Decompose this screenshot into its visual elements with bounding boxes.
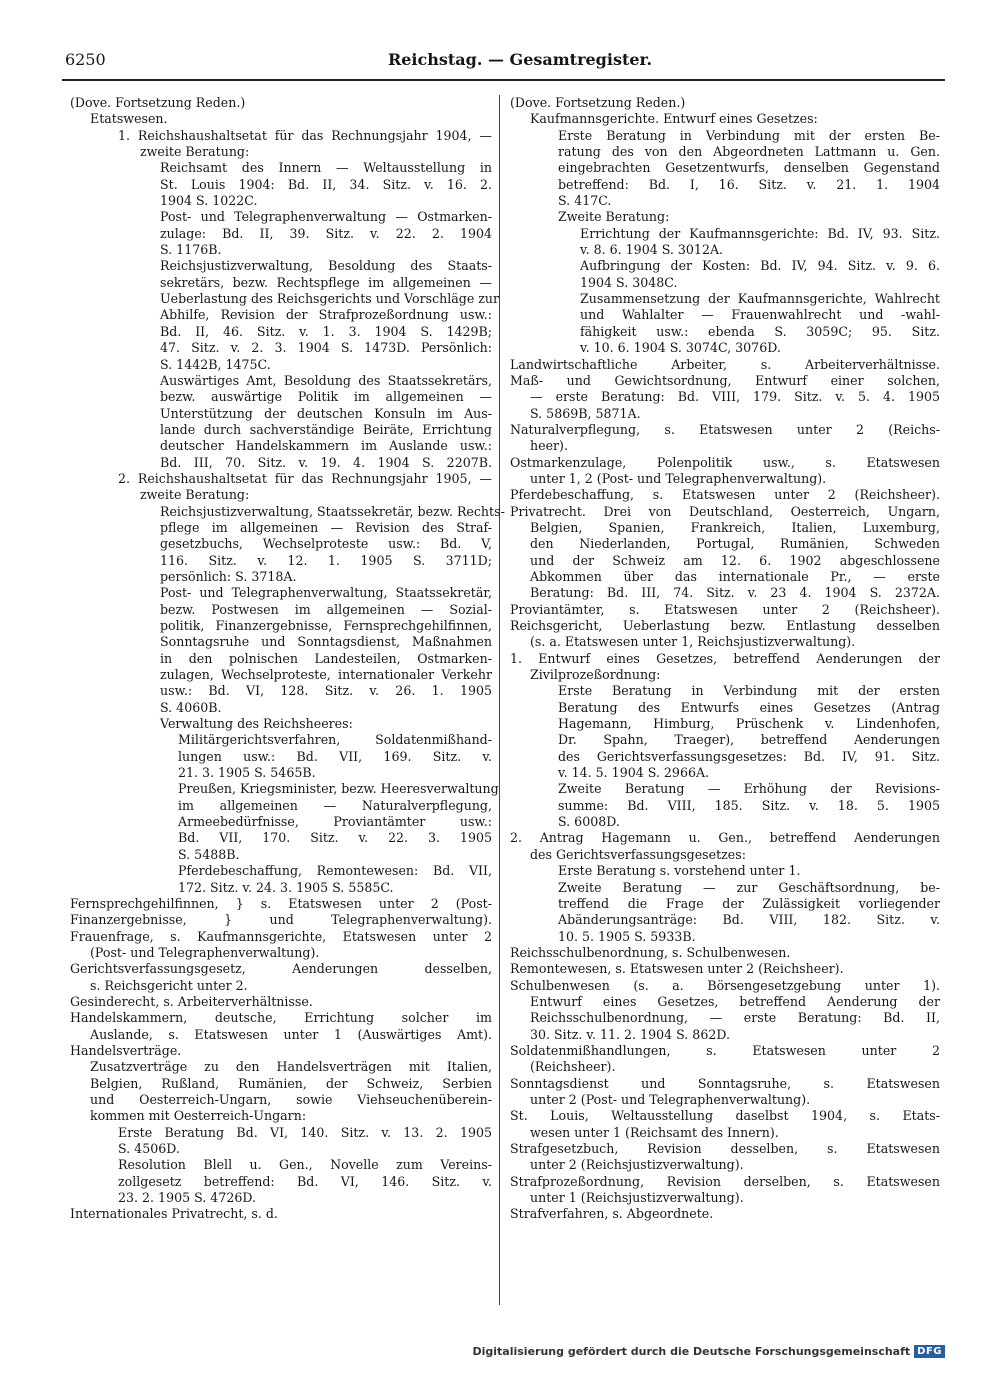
text-line: St. Louis 1904: Bd. II, 34. Sitz. v. 16. 2. — [160, 176, 492, 192]
text-line: S. 6008D. — [558, 814, 620, 830]
text-line: Erste Beratung in Verbindung mit der ersten — [558, 683, 940, 699]
text-line: v. 14. 5. 1904 S. 2966A. — [558, 765, 710, 781]
text-line: v. 10. 6. 1904 S. 3074C, 3076D. — [580, 340, 781, 356]
text-line: usw.: Bd. VI, 128. Sitz. v. 26. 1. 1905 — [160, 683, 492, 699]
left-column — [70, 95, 505, 1223]
text-line: Frauenfrage, s. Kaufmannsgerichte, Etatswesen unter 2 — [70, 928, 492, 944]
text-line: Landwirtschaftliche Arbeiter, s. Arbeiterverhältnisse. — [510, 356, 940, 372]
text-line: Errichtung der Kaufmannsgerichte: Bd. IV, 93. Sitz. — [580, 225, 940, 241]
text-line: Post- und Telegraphenverwaltung — Ostmarken- — [160, 209, 492, 225]
text-line: Belgien, Rußland, Rumänien, der Schweiz, Serbien — [90, 1075, 492, 1091]
text-line: fähigkeit usw.: ebenda S. 3059C; 95. Sitz. — [580, 323, 940, 339]
text-line: Reichsschulbenordnung, s. Schulbenwesen. — [510, 944, 791, 960]
text-line: des Gerichtsverfassungsgesetzes: Bd. IV, 91. Sitz. — [558, 748, 940, 764]
text-line: (s. a. Etatswesen unter 1, Reichsjustizverwaltung). — [530, 634, 856, 650]
text-line: Beratung des Entwurfs eines Gesetzes (Antrag — [558, 699, 940, 715]
text-line: bezw. Postwesen im allgemeinen — Sozial- — [160, 601, 492, 617]
text-line: 116. Sitz. v. 12. 1. 1905 S. 3711D; — [160, 552, 492, 568]
text-line: unter 2 (Post- und Telegraphenverwaltung). — [530, 1091, 811, 1107]
dfg-logo: DFG — [914, 1345, 945, 1358]
text-line: in den polnischen Landesteilen, Ostmarken- — [160, 650, 492, 666]
text-line: Maß- und Gewichtsordnung, Entwurf einer solchen, — [510, 372, 940, 388]
text-line: 2. Antrag Hagemann u. Gen., betreffend Aenderungen — [510, 830, 940, 846]
text-line: (Dove. Fortsetzung Reden.) — [70, 95, 246, 110]
text-line: Reichsjustizverwaltung, Staatssekretär, bezw. Rechts- — [160, 503, 505, 519]
text-line: Soldatenmißhandlungen, s. Etatswesen unter 2 — [510, 1042, 940, 1058]
text-line: lungen usw.: Bd. VII, 169. Sitz. v. — [178, 748, 492, 764]
text-line: 23. 2. 1905 S. 4726D. — [118, 1190, 256, 1206]
text-line: (Post- und Telegraphenverwaltung). — [90, 944, 320, 960]
text-line: Etatswesen. — [90, 111, 168, 127]
text-line: 1. Entwurf eines Gesetzes, betreffend Aenderungen der — [510, 650, 940, 666]
text-line: und Wahlalter — Frauenwahlrecht und -wahl- — [580, 307, 940, 323]
text-line: Zweite Beratung — Erhöhung der Revisions- — [558, 781, 940, 797]
text-line: Zweite Beratung — zur Geschäftsordnung, be- — [558, 879, 940, 895]
text-line: Zivilprozeßordnung: — [530, 667, 661, 683]
text-line: Strafverfahren, s. Abgeordnete. — [510, 1206, 714, 1222]
text-line: eingebrachten Gesetzentwurfs, denselben Gegenstand — [558, 160, 940, 176]
text-line: Erste Beratung Bd. VI, 140. Sitz. v. 13. 2. 1905 — [118, 1124, 492, 1140]
text-line: 1904 S. 1022C. — [160, 193, 258, 209]
text-line: zulage: Bd. II, 39. Sitz. v. 22. 2. 1904 — [160, 225, 492, 241]
text-line: Erste Beratung in Verbindung mit der ersten Be- — [558, 127, 940, 143]
text-line: den Niederlanden, Portugal, Rumänien, Schweden — [530, 536, 940, 552]
text-line: Post- und Telegraphenverwaltung, Staatssekretär, — [160, 585, 492, 601]
text-line: Privatrecht. Drei von Deutschland, Oesterreich, Ungarn, — [510, 503, 940, 519]
text-line: — erste Beratung: Bd. VIII, 179. Sitz. v. 5. 4. 1905 — [530, 389, 940, 405]
text-line: Ueberlastung des Reichsgerichts und Vorschläge zur — [160, 291, 500, 307]
text-line: wesen unter 1 (Reichsamt des Innern). — [530, 1124, 779, 1140]
text-line: Armeebedürfnisse, Proviantämter usw.: — [178, 814, 492, 830]
text-line: Reichsgericht, Ueberlastung bezw. Entlastung desselben — [510, 618, 940, 633]
footer-text: Digitalisierung gefördert durch die Deutsche Forschungsgemeinschaft — [472, 1345, 911, 1358]
text-line: Zweite Beratung: — [558, 209, 670, 225]
text-line: Pferdebeschaffung, Remontewesen: Bd. VII, — [178, 863, 492, 879]
text-line: 172. Sitz. v. 24. 3. 1905 S. 5585C. — [178, 879, 394, 895]
text-line: Aufbringung der Kosten: Bd. IV, 94. Sitz. v. 9. 6. — [580, 258, 940, 274]
text-line: unter 1, 2 (Post- und Telegraphenverwaltung). — [530, 470, 827, 486]
text-line: Abkommen über das internationale Pr., — erste — [530, 568, 940, 584]
text-line: Zusammensetzung der Kaufmannsgerichte, Wahlrecht — [580, 291, 940, 307]
text-line: S. 4506D. — [118, 1141, 180, 1156]
text-line: v. 8. 6. 1904 S. 3012A. — [580, 242, 724, 258]
text-line: Internationales Privatrecht, s. d. — [70, 1206, 278, 1222]
text-line: (Dove. Fortsetzung Reden.) — [510, 95, 686, 110]
text-line: zollgesetz betreffend: Bd. VI, 146. Sitz. v. — [118, 1173, 492, 1189]
text-line: unter 2 (Reichsjustizverwaltung). — [530, 1157, 744, 1173]
text-line: politik, Finanzergebnisse, Fernsprechgehilfinnen, — [160, 618, 492, 633]
text-line: Abänderungsanträge: Bd. VIII, 182. Sitz. v. — [558, 912, 940, 928]
text-line: Strafgesetzbuch, Revision desselben, s. Etatswesen — [510, 1141, 940, 1156]
text-line: Strafprozeßordnung, Revision derselben, s. Etatswesen — [510, 1173, 940, 1189]
text-line: Gerichtsverfassungsgesetz, Aenderungen desselben, — [70, 961, 492, 977]
text-line: Sonntagsruhe und Sonntagsdienst, Maßnahmen — [160, 634, 492, 650]
text-line: Bd. II, 46. Sitz. v. 1. 3. 1904 S. 1429B; — [160, 323, 492, 339]
text-line: Reichsschulbenordnung, — erste Beratung: Bd. II, — [530, 1010, 940, 1026]
text-line: Finanzergebnisse, } und Telegraphenverwaltung). — [70, 912, 492, 928]
text-line: 47. Sitz. v. 2. 3. 1904 S. 1473D. Persönlich: — [160, 340, 492, 356]
text-line: deutscher Handelskammern im Auslande usw.: — [160, 438, 492, 454]
text-line: St. Louis, Weltausstellung daselbst 1904, s. Etats- — [510, 1108, 940, 1124]
text-line: Hagemann, Himburg, Prüschenk v. Lindenhofen, — [558, 716, 940, 732]
text-line: Belgien, Spanien, Frankreich, Italien, Luxemburg, — [530, 519, 940, 535]
page-number: 6250 — [65, 50, 106, 69]
text-line: pflege im allgemeinen — Revision des Straf- — [160, 519, 492, 535]
text-line: Auswärtiges Amt, Besoldung des Staatssekretärs, — [160, 372, 492, 388]
text-line: S. 417C. — [558, 193, 612, 209]
text-line: 30. Sitz. v. 11. 2. 1904 S. 862D. — [530, 1026, 730, 1042]
text-line: sekretärs, bezw. Rechtspflege im allgemeinen — — [160, 274, 492, 290]
text-line: Zusatzverträge zu den Handelsverträgen mit Italien, — [90, 1059, 492, 1075]
text-line: Erste Beratung s. vorstehend unter 1. — [558, 863, 801, 879]
text-line: Handelskammern, deutsche, Errichtung solcher im — [70, 1010, 492, 1026]
right-column — [510, 95, 940, 1223]
text-line: treffend die Frage der Zulässigkeit vorliegender — [558, 895, 940, 911]
text-line: kommen mit Oesterreich-Ungarn: — [90, 1108, 307, 1124]
text-line: Proviantämter, s. Etatswesen unter 2 (Reichsheer). — [510, 601, 940, 617]
text-line: Schulbenwesen (s. a. Börsengesetzgebung unter 1). — [510, 977, 940, 993]
column-divider — [499, 95, 500, 1305]
text-line: S. 5488B. — [178, 846, 240, 862]
text-line: Naturalverpflegung, s. Etatswesen unter 2 (Reichs- — [510, 421, 940, 437]
text-line: ratung des von den Abgeordneten Lattmann u. Gen. — [558, 144, 940, 160]
text-line: und der Schweiz am 12. 6. 1902 abgeschlossene — [530, 552, 940, 568]
text-line: 21. 3. 1905 S. 5465B. — [178, 765, 316, 781]
header-rule — [62, 79, 945, 81]
text-line: Militärgerichtsverfahren, Soldatenmißhand- — [178, 732, 492, 748]
text-line: Sonntagsdienst und Sonntagsruhe, s. Etatswesen — [510, 1075, 940, 1091]
text-line: Remontewesen, s. Etatswesen unter 2 (Reichsheer). — [510, 961, 844, 977]
text-line: S. 1176B. — [160, 242, 222, 258]
text-line: Ostmarkenzulage, Polenpolitik usw., s. Etatswesen — [510, 454, 940, 470]
text-line: 10. 5. 1905 S. 5933B. — [558, 928, 696, 944]
text-line: betreffend: Bd. I, 16. Sitz. v. 21. 1. 1904 — [558, 176, 940, 192]
text-line: Abhilfe, Revision der Strafprozeßordnung usw.: — [160, 307, 492, 323]
text-line: Entwurf eines Gesetzes, betreffend Aenderung der — [530, 993, 940, 1009]
text-line: Fernsprechgehilfinnen, } s. Etatswesen unter 2 (Post- — [70, 895, 492, 911]
text-line: des Gerichtsverfassungsgesetzes: — [530, 846, 746, 862]
text-line: zweite Beratung: — [140, 487, 250, 503]
text-line: und Oesterreich-Ungarn, sowie Viehseuchenüberein- — [90, 1091, 492, 1107]
text-line: persönlich: S. 3718A. — [160, 568, 297, 584]
text-line: unter 1 (Reichsjustizverwaltung). — [530, 1190, 744, 1206]
text-line: S. 5869B, 5871A. — [530, 405, 641, 421]
text-line: Reichsjustizverwaltung, Besoldung des Staats- — [160, 258, 492, 274]
text-line: bezw. auswärtige Politik im allgemeinen — — [160, 389, 492, 405]
text-line: Beratung: Bd. III, 74. Sitz. v. 23 4. 1904 S. 2372A. — [530, 585, 940, 601]
text-line: S. 1442B, 1475C. — [160, 356, 271, 372]
text-line: S. 4060B. — [160, 699, 222, 715]
text-line: Kaufmannsgerichte. Entwurf eines Gesetzes: — [530, 111, 818, 127]
text-line: Preußen, Kriegsminister, bezw. Heeresverwaltung — [178, 781, 499, 797]
text-line: Bd. III, 70. Sitz. v. 19. 4. 1904 S. 2207B. — [160, 454, 492, 470]
text-line: Bd. VII, 170. Sitz. v. 22. 3. 1905 — [178, 830, 492, 846]
text-line: (Reichsheer). — [530, 1059, 616, 1075]
text-line: Reichsamt des Innern — Weltausstellung in — [160, 160, 492, 176]
text-line: Dr. Spahn, Traeger), betreffend Aenderungen — [558, 732, 940, 748]
text-line: summe: Bd. VIII, 185. Sitz. v. 18. 5. 1905 — [558, 797, 940, 813]
text-line: Auslande, s. Etatswesen unter 1 (Auswärtiges Amt). — [90, 1026, 492, 1042]
text-line: Verwaltung des Reichsheeres: — [160, 716, 353, 732]
page-title: Reichstag. — Gesamtregister. — [387, 50, 653, 69]
text-line: Resolution Blell u. Gen., Novelle zum Vereins- — [118, 1157, 492, 1173]
text-line: im allgemeinen — Naturalverpflegung, — [178, 797, 492, 813]
text-line: Gesinderecht, s. Arbeiterverhältnisse. — [70, 993, 313, 1009]
text-line: 1904 S. 3048C. — [580, 274, 678, 290]
text-line: heer). — [530, 438, 568, 454]
text-line: Handelsverträge. — [70, 1042, 182, 1058]
text-line: Pferdebeschaffung, s. Etatswesen unter 2 (Reichsheer). — [510, 487, 940, 503]
text-line: Unterstützung der deutschen Konsuln im Aus- — [160, 405, 492, 421]
text-line: zweite Beratung: — [140, 144, 250, 160]
text-line: zulagen, Wechselproteste, internationaler Verkehr — [160, 667, 492, 683]
text-line: lande durch sachverständige Beiräte, Errichtung — [160, 421, 492, 437]
text-line: 2. Reichshaushaltsetat für das Rechnungsjahr 1905, — — [118, 470, 492, 486]
footer-credit — [472, 1345, 945, 1358]
text-line: gesetzbuchs, Wechselproteste usw.: Bd. V, — [160, 536, 492, 552]
text-line: s. Reichsgericht unter 2. — [90, 977, 248, 993]
text-line: 1. Reichshaushaltsetat für das Rechnungsjahr 1904, — — [118, 127, 492, 143]
